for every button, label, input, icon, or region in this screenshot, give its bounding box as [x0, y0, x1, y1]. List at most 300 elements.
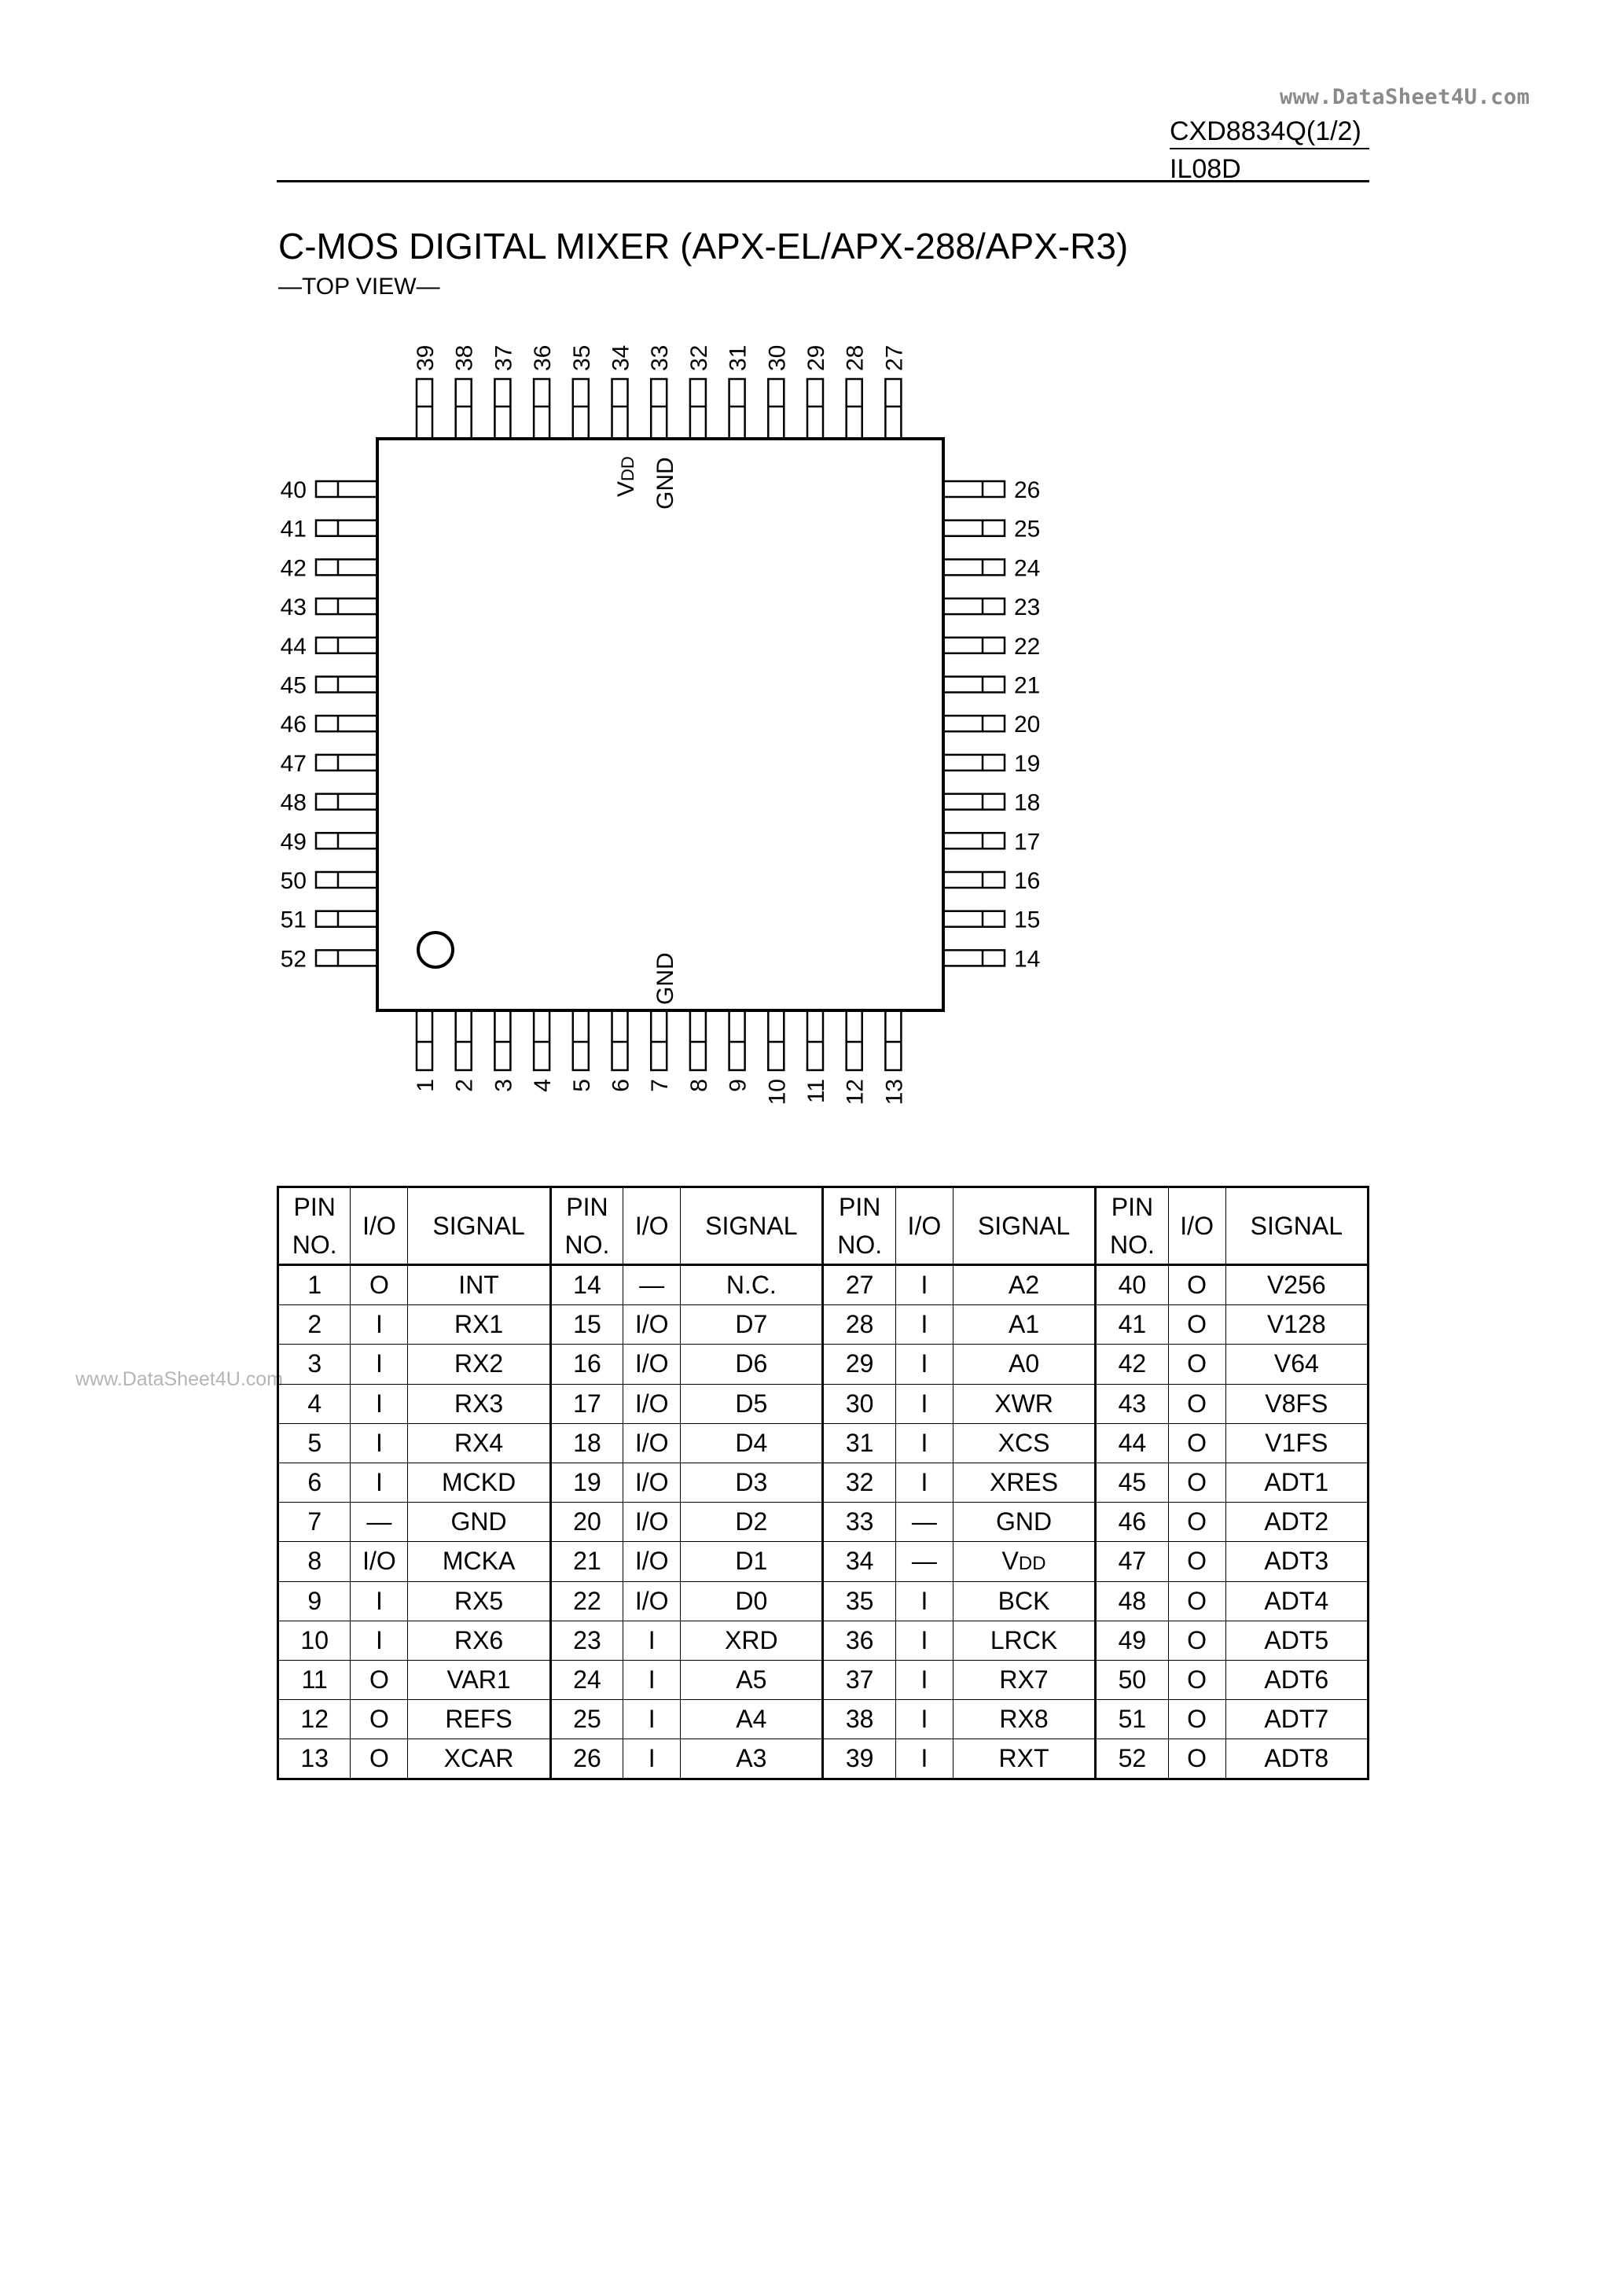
cell-signal: D6 — [681, 1345, 823, 1384]
pin-lead — [729, 1010, 745, 1070]
cell-signal: RX5 — [408, 1581, 550, 1621]
cell-io: I — [895, 1660, 953, 1699]
table-row — [278, 1581, 1369, 1621]
cell-signal: A1 — [953, 1305, 1095, 1345]
cell-signal: XRD — [681, 1621, 823, 1660]
cell-pin-no: 30 — [823, 1384, 895, 1423]
page-title: C-MOS DIGITAL MIXER (APX-EL/APX-288/APX-R3) — [278, 226, 1129, 267]
pin-lead — [943, 481, 1005, 497]
pin-lead — [943, 598, 1005, 614]
cell-pin-no: 49 — [1096, 1621, 1168, 1660]
cell-pin-no: 10 — [278, 1621, 351, 1660]
cell-io: I — [895, 1581, 953, 1621]
pin-number: 30 — [764, 344, 791, 371]
pin-number: 4 — [530, 1079, 557, 1092]
pin-lead — [612, 379, 628, 439]
pin-number: 26 — [1014, 477, 1041, 503]
pin-lead — [316, 872, 377, 888]
table-row — [278, 1265, 1369, 1305]
cell-signal: V8FS — [1225, 1384, 1368, 1423]
chip-body — [377, 439, 943, 1010]
cell-signal: ADT2 — [1225, 1503, 1368, 1542]
cell-signal: ADT8 — [1225, 1739, 1368, 1779]
pin-lead — [316, 559, 377, 575]
pin-number: 18 — [1014, 789, 1041, 816]
pin-lead — [807, 379, 823, 439]
cell-signal: XWR — [953, 1384, 1095, 1423]
pin-number: 40 — [280, 477, 307, 503]
cell-pin-no: 3 — [278, 1345, 351, 1384]
pin-lead — [316, 521, 377, 536]
pin-number: 20 — [1014, 712, 1041, 738]
cell-io: O — [1168, 1265, 1225, 1305]
cell-io: O — [1168, 1384, 1225, 1423]
cell-pin-no: 1 — [278, 1265, 351, 1305]
table-row — [278, 1621, 1369, 1660]
pin-number: 44 — [280, 633, 307, 660]
pin-lead — [612, 1010, 628, 1070]
header-io: I/O — [895, 1187, 953, 1265]
cell-pin-no: 50 — [1096, 1660, 1168, 1699]
table-row — [278, 1345, 1369, 1384]
header-pin-no: PIN NO. — [823, 1187, 895, 1265]
cell-signal: A0 — [953, 1345, 1095, 1384]
pin-number: 14 — [1014, 946, 1041, 973]
pin-number: 23 — [1014, 594, 1041, 621]
cell-pin-no: 18 — [550, 1423, 623, 1463]
cell-io: I/O — [623, 1463, 681, 1502]
cell-pin-no: 31 — [823, 1423, 895, 1463]
cell-io: O — [1168, 1463, 1225, 1502]
header-io: I/O — [351, 1187, 408, 1265]
pin-number: 47 — [280, 750, 307, 777]
cell-signal: ADT5 — [1225, 1621, 1368, 1660]
pin-number: 9 — [725, 1079, 751, 1092]
header-io: I/O — [1168, 1187, 1225, 1265]
cell-io: I/O — [623, 1423, 681, 1463]
doc-code: IL08D — [1170, 154, 1241, 184]
pin-number: 27 — [881, 344, 908, 371]
table-row — [278, 1423, 1369, 1463]
cell-io: I — [895, 1621, 953, 1660]
pin-number: 29 — [803, 344, 829, 371]
pin-number: 21 — [1014, 672, 1041, 699]
cell-pin-no: 41 — [1096, 1305, 1168, 1345]
table-row — [278, 1700, 1369, 1739]
cell-signal: XCS — [953, 1423, 1095, 1463]
pin-number: 38 — [451, 344, 478, 371]
cell-signal: REFS — [408, 1700, 550, 1739]
cell-io: I — [623, 1660, 681, 1699]
pin-lead — [573, 379, 589, 439]
table-row — [278, 1463, 1369, 1502]
cell-io: I/O — [623, 1345, 681, 1384]
cell-signal: D0 — [681, 1581, 823, 1621]
pin-number: 7 — [647, 1079, 674, 1092]
pin-lead — [316, 755, 377, 771]
pin-number: 6 — [608, 1079, 634, 1092]
cell-io: O — [351, 1265, 408, 1305]
cell-signal: GND — [953, 1503, 1095, 1542]
cell-io: I — [623, 1739, 681, 1779]
cell-signal: A5 — [681, 1660, 823, 1699]
cell-io: I — [623, 1700, 681, 1739]
cell-signal: VAR1 — [408, 1660, 550, 1699]
cell-pin-no: 33 — [823, 1503, 895, 1542]
pin-lead — [534, 1010, 549, 1070]
cell-pin-no: 32 — [823, 1463, 895, 1502]
cell-pin-no: 43 — [1096, 1384, 1168, 1423]
cell-signal: D1 — [681, 1542, 823, 1581]
cell-io: — — [351, 1503, 408, 1542]
pin-lead — [690, 1010, 706, 1070]
cell-pin-no: 12 — [278, 1700, 351, 1739]
cell-signal: V256 — [1225, 1265, 1368, 1305]
cell-signal: LRCK — [953, 1621, 1095, 1660]
cell-pin-no: 11 — [278, 1660, 351, 1699]
pin-lead — [943, 833, 1005, 848]
cell-io: I — [351, 1345, 408, 1384]
header-signal: SIGNAL — [953, 1187, 1095, 1265]
cell-signal: ADT4 — [1225, 1581, 1368, 1621]
cell-signal: BCK — [953, 1581, 1095, 1621]
cell-pin-no: 29 — [823, 1345, 895, 1384]
cell-signal: D5 — [681, 1384, 823, 1423]
cell-pin-no: 28 — [823, 1305, 895, 1345]
cell-pin-no: 25 — [550, 1700, 623, 1739]
cell-pin-no: 17 — [550, 1384, 623, 1423]
table-row — [278, 1305, 1369, 1345]
cell-io: O — [351, 1700, 408, 1739]
cell-signal: ADT6 — [1225, 1660, 1368, 1699]
cell-io: O — [351, 1660, 408, 1699]
cell-signal: RX8 — [953, 1700, 1095, 1739]
cell-io: O — [1168, 1700, 1225, 1739]
table-row — [278, 1503, 1369, 1542]
cell-io: I/O — [351, 1542, 408, 1581]
table-row — [278, 1660, 1369, 1699]
pin-lead — [943, 638, 1005, 653]
pin-number: 46 — [280, 712, 307, 738]
cell-signal: A4 — [681, 1700, 823, 1739]
cell-pin-no: 21 — [550, 1542, 623, 1581]
cell-io: I/O — [623, 1384, 681, 1423]
pin-lead — [316, 911, 377, 927]
cell-pin-no: 39 — [823, 1739, 895, 1779]
pin-lead — [943, 521, 1005, 536]
pins-left — [281, 477, 377, 972]
pin-lead — [847, 1010, 862, 1070]
pin-number: 49 — [280, 829, 307, 855]
cell-signal: VDD — [953, 1542, 1095, 1581]
cell-pin-no: 8 — [278, 1542, 351, 1581]
cell-io: O — [1168, 1739, 1225, 1779]
pin-number: 35 — [568, 344, 595, 371]
cell-pin-no: 15 — [550, 1305, 623, 1345]
cell-signal: RX3 — [408, 1384, 550, 1423]
pin-number: 1 — [413, 1079, 439, 1092]
cell-io: O — [1168, 1423, 1225, 1463]
pin-lead — [768, 1010, 784, 1070]
cell-signal: A2 — [953, 1265, 1095, 1305]
pin-number: 50 — [280, 868, 307, 894]
cell-signal: RX4 — [408, 1423, 550, 1463]
cell-signal: A3 — [681, 1739, 823, 1779]
header-pin-no: PIN NO. — [550, 1187, 623, 1265]
cell-pin-no: 20 — [550, 1503, 623, 1542]
cell-io: I — [351, 1384, 408, 1423]
cell-io: I/O — [623, 1581, 681, 1621]
cell-io: I — [895, 1265, 953, 1305]
pin-lead — [943, 950, 1005, 966]
cell-signal: V64 — [1225, 1345, 1368, 1384]
cell-pin-no: 24 — [550, 1660, 623, 1699]
cell-signal: GND — [408, 1503, 550, 1542]
cell-signal: D7 — [681, 1305, 823, 1345]
cell-signal: RX6 — [408, 1621, 550, 1660]
pin-lead — [417, 379, 432, 439]
pin-number: 28 — [842, 344, 869, 371]
pin-lead — [316, 481, 377, 497]
cell-io: I/O — [623, 1305, 681, 1345]
vdd-label: VDD — [613, 456, 639, 497]
pin-number: 36 — [530, 344, 557, 371]
cell-pin-no: 6 — [278, 1463, 351, 1502]
cell-pin-no: 14 — [550, 1265, 623, 1305]
cell-pin-no: 51 — [1096, 1700, 1168, 1739]
cell-io: I — [623, 1621, 681, 1660]
pin-lead — [456, 1010, 472, 1070]
cell-pin-no: 22 — [550, 1581, 623, 1621]
pin-lead — [943, 716, 1005, 731]
cell-signal: RX1 — [408, 1305, 550, 1345]
pin-number: 13 — [881, 1079, 908, 1106]
cell-signal: ADT3 — [1225, 1542, 1368, 1581]
pin-number: 41 — [280, 516, 307, 543]
package-diagram — [0, 0, 1624, 1132]
pins-right — [943, 477, 1040, 972]
pin-number: 52 — [280, 946, 307, 973]
cell-pin-no: 52 — [1096, 1739, 1168, 1779]
cell-signal: ADT7 — [1225, 1700, 1368, 1739]
cell-io: I — [895, 1384, 953, 1423]
pin-lead — [316, 833, 377, 848]
cell-pin-no: 16 — [550, 1345, 623, 1384]
pin-lead — [316, 716, 377, 731]
cell-io: I — [895, 1345, 953, 1384]
pin-lead — [943, 559, 1005, 575]
pin-lead — [316, 677, 377, 693]
cell-io: — — [895, 1503, 953, 1542]
cell-signal: ADT1 — [1225, 1463, 1368, 1502]
pin-number: 34 — [608, 344, 634, 371]
cell-io: I — [895, 1463, 953, 1502]
pin-lead — [494, 379, 510, 439]
pin-lead — [729, 379, 745, 439]
cell-signal: D2 — [681, 1503, 823, 1542]
pin-table-header — [278, 1187, 1369, 1265]
cell-pin-no: 2 — [278, 1305, 351, 1345]
pin-lead — [943, 755, 1005, 771]
header-pin-no: PIN NO. — [1096, 1187, 1168, 1265]
cell-io: I — [351, 1463, 408, 1502]
pin-number: 43 — [280, 594, 307, 621]
cell-pin-no: 44 — [1096, 1423, 1168, 1463]
cell-io: I/O — [623, 1542, 681, 1581]
pin-number: 15 — [1014, 907, 1041, 933]
pin-table — [277, 1186, 1369, 1780]
pin-number: 16 — [1014, 868, 1041, 894]
cell-signal: D4 — [681, 1423, 823, 1463]
cell-io: O — [1168, 1542, 1225, 1581]
pin-number: 31 — [725, 344, 751, 371]
pin-number: 45 — [280, 672, 307, 699]
cell-pin-no: 27 — [823, 1265, 895, 1305]
pin-number: 12 — [842, 1079, 869, 1106]
gnd-bottom-label: GND — [652, 952, 678, 1005]
pin-number: 37 — [491, 344, 517, 371]
cell-io: I — [351, 1621, 408, 1660]
cell-io: I — [895, 1305, 953, 1345]
table-row — [278, 1542, 1369, 1581]
pin-number: 24 — [1014, 555, 1041, 582]
pin-lead — [768, 379, 784, 439]
watermark-side: www.DataSheet4U.com — [75, 1368, 284, 1390]
cell-pin-no: 34 — [823, 1542, 895, 1581]
cell-io: — — [623, 1265, 681, 1305]
pin-lead — [316, 950, 377, 966]
cell-signal: XRES — [953, 1463, 1095, 1502]
cell-pin-no: 13 — [278, 1739, 351, 1779]
cell-pin-no: 23 — [550, 1621, 623, 1660]
cell-io: O — [1168, 1345, 1225, 1384]
pin-number: 8 — [685, 1079, 712, 1092]
cell-pin-no: 9 — [278, 1581, 351, 1621]
cell-signal: N.C. — [681, 1265, 823, 1305]
pin-lead — [943, 794, 1005, 810]
pin-lead — [807, 1010, 823, 1070]
cell-io: O — [1168, 1581, 1225, 1621]
cell-signal: MCKD — [408, 1463, 550, 1502]
cell-signal: MCKA — [408, 1542, 550, 1581]
header-signal: SIGNAL — [1225, 1187, 1368, 1265]
cell-signal: INT — [408, 1265, 550, 1305]
pin-number: 33 — [647, 344, 674, 371]
pin-lead — [573, 1010, 589, 1070]
pin-lead — [494, 1010, 510, 1070]
cell-pin-no: 36 — [823, 1621, 895, 1660]
cell-io: I/O — [623, 1503, 681, 1542]
pin-lead — [885, 1010, 901, 1070]
pin-number: 2 — [451, 1079, 478, 1092]
cell-pin-no: 5 — [278, 1423, 351, 1463]
pin-lead — [316, 794, 377, 810]
cell-signal: V1FS — [1225, 1423, 1368, 1463]
pins-bottom — [413, 1010, 907, 1105]
cell-signal: RX2 — [408, 1345, 550, 1384]
pins-top — [413, 345, 907, 439]
cell-io: I — [351, 1581, 408, 1621]
page-subtitle: —TOP VIEW— — [278, 274, 440, 300]
cell-io: O — [351, 1739, 408, 1779]
pin-number: 39 — [413, 344, 439, 371]
cell-io: I — [895, 1700, 953, 1739]
cell-io: I — [351, 1423, 408, 1463]
watermark-top: www.DataSheet4U.com — [1280, 85, 1530, 109]
cell-io: O — [1168, 1660, 1225, 1699]
pin-lead — [690, 379, 706, 439]
pin-lead — [943, 677, 1005, 693]
pin-number: 3 — [491, 1079, 517, 1092]
pin-number: 51 — [280, 907, 307, 933]
cell-io: I — [895, 1423, 953, 1463]
table-row — [278, 1384, 1369, 1423]
cell-signal: D3 — [681, 1463, 823, 1502]
pin-lead — [651, 1010, 667, 1070]
cell-io: I — [895, 1739, 953, 1779]
cell-signal: V128 — [1225, 1305, 1368, 1345]
cell-io: O — [1168, 1503, 1225, 1542]
header-pin-no: PIN NO. — [278, 1187, 351, 1265]
cell-io: O — [1168, 1621, 1225, 1660]
pin-number: 19 — [1014, 750, 1041, 777]
pin-number: 17 — [1014, 829, 1041, 855]
cell-pin-no: 47 — [1096, 1542, 1168, 1581]
pin-number: 5 — [568, 1079, 595, 1092]
pin-number: 10 — [764, 1079, 791, 1106]
header-signal: SIGNAL — [681, 1187, 823, 1265]
pin-number: 42 — [280, 555, 307, 582]
cell-pin-no: 40 — [1096, 1265, 1168, 1305]
cell-pin-no: 38 — [823, 1700, 895, 1739]
pin1-marker — [418, 933, 453, 967]
gnd-top-label: GND — [652, 457, 678, 510]
cell-pin-no: 7 — [278, 1503, 351, 1542]
cell-signal: RX7 — [953, 1660, 1095, 1699]
header-signal: SIGNAL — [408, 1187, 550, 1265]
pin-lead — [417, 1010, 432, 1070]
part-number: CXD8834Q(1/2) — [1170, 116, 1361, 146]
pin-number: 22 — [1014, 633, 1041, 660]
cell-io: I — [351, 1305, 408, 1345]
pin-number: 32 — [685, 344, 712, 371]
cell-pin-no: 35 — [823, 1581, 895, 1621]
pin-lead — [456, 379, 472, 439]
pin-lead — [847, 379, 862, 439]
pin-number: 25 — [1014, 516, 1041, 543]
table-row — [278, 1739, 1369, 1779]
pin-lead — [943, 911, 1005, 927]
pin-lead — [316, 638, 377, 653]
cell-pin-no: 45 — [1096, 1463, 1168, 1502]
pin-lead — [316, 598, 377, 614]
cell-io: — — [895, 1542, 953, 1581]
cell-io: O — [1168, 1305, 1225, 1345]
cell-signal: RXT — [953, 1739, 1095, 1779]
pin-number: 48 — [280, 789, 307, 816]
pin-lead — [534, 379, 549, 439]
header-io: I/O — [623, 1187, 681, 1265]
cell-pin-no: 42 — [1096, 1345, 1168, 1384]
cell-signal: XCAR — [408, 1739, 550, 1779]
cell-pin-no: 46 — [1096, 1503, 1168, 1542]
pin-lead — [651, 379, 667, 439]
cell-pin-no: 4 — [278, 1384, 351, 1423]
pin-number: 11 — [803, 1079, 829, 1104]
pin-lead — [943, 872, 1005, 888]
cell-pin-no: 37 — [823, 1660, 895, 1699]
cell-pin-no: 26 — [550, 1739, 623, 1779]
